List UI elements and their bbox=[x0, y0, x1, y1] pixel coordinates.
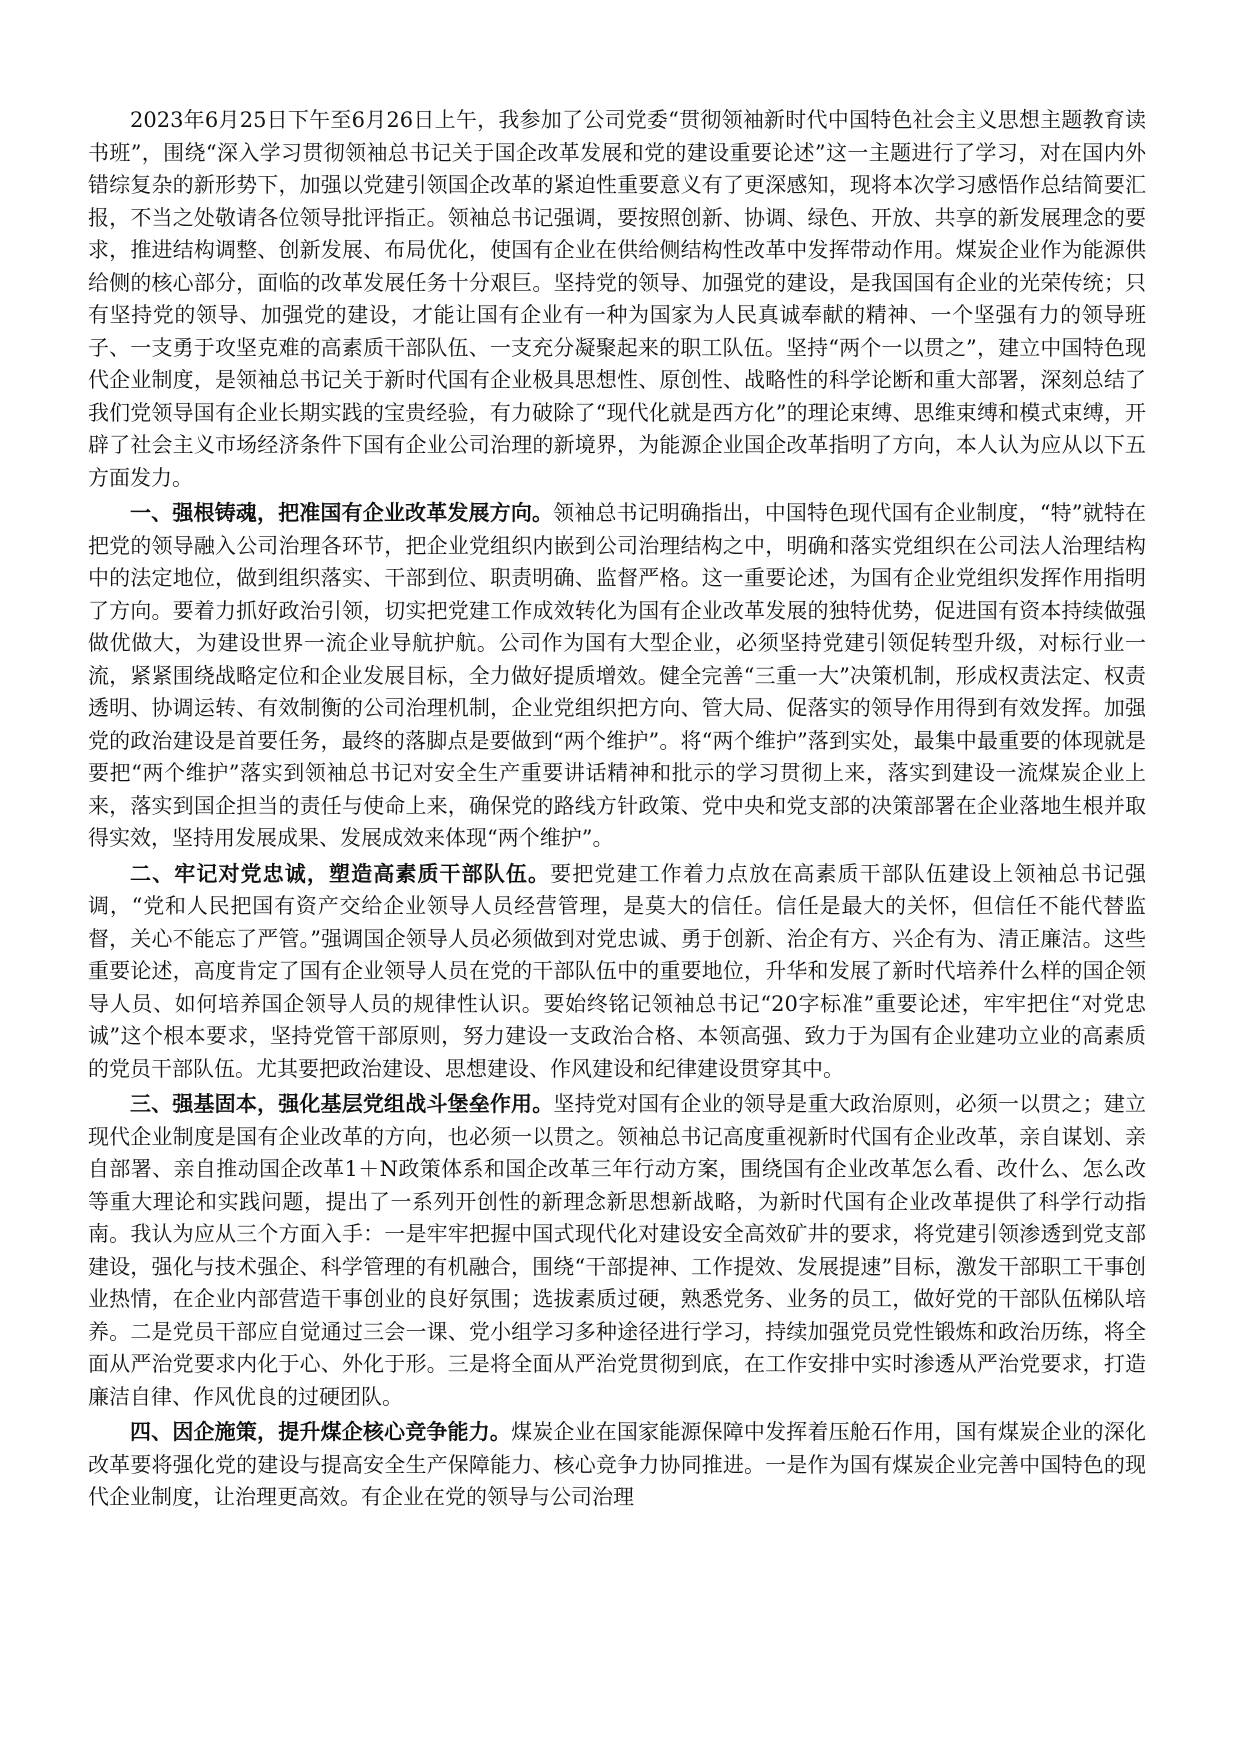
section-4-heading: 四、因企施策，提升煤企核心竞争能力。 bbox=[130, 1419, 512, 1444]
section-4-paragraph bbox=[88, 1416, 1146, 1514]
paragraph-text: 领袖总书记明确指出，中国特色现代国有企业制度，“特”就特在把党的领导融入公司治理各环节，把企业党组织内嵌到公司治理结构之中，明确和落实党组织在公司法人治理结构中的法定地位，做到组织落实、干部到位、职责明确、监督严格。这一重要论述，为国有企业党组织发挥作用指明了方向。要着力抓好政治引领，切实把党建工作成效转化为国有企业改革发展的独特优势，促进国有资本持续做强做优做大，为建设世界一流企业导航护航。公司作为国有大型企业，必须坚持党建引领促转型升级，对标行业一流，紧紧围绕战略定位和企业发展目标，全力做好提质增效。健全完善“三重一大”决策机制，形成权责法定、权责透明、协调运转、有效制衡的公司治理机制，企业党组织把方向、管大局、促落实的领导作用得到有效发挥。加强党的政治建设是首要任务，最终的落脚点是要做到“两个维护”。将“两个维护”落到实处，最集中最重要的体现就是要把“两个维护”落实到领袖总书记对安全生产重要讲话精神和批示的学习贯彻上来，落实到建设一流煤炭企业上来，落实到国企担当的责任与使命上来，确保党的路线方针政策、党中央和党支部的决策部署在企业落地生根并取得实效，坚持用发展成果、发展成效来体现“两个维护”。 bbox=[88, 501, 1146, 850]
paragraph-text: 要把党建工作着力点放在高素质干部队伍建设上领袖总书记强调，“党和人民把国有资产交给企业领导人员经营管理，是莫大的信任。信任是最大的关怀，但信任不能代替监督，关心不能忘了严管。”强调国企领导人员必须做到对党忠诚、勇于创新、治企有方、兴企有为、清正廉洁。这些重要论述，高度肯定了国有企业领导人员在党的干部队伍中的重要地位，升华和发展了新时代培养什么样的国企领导人员、如何培养国企领导人员的规律性认识。要始终铭记领袖总书记“20字标准”重要论述，牢牢把住“对党忠诚”这个根本要求，坚持党管干部原则，努力建设一支政治合格、本领高强、致力于为国有企业建功立业的高素质的党员干部队伍。尤其要把政治建设、思想建设、作风建设和纪律建设贯穿其中。 bbox=[88, 861, 1146, 1081]
section-2-heading: 二、牢记对党忠诚，塑造高素质干部队伍。 bbox=[130, 860, 551, 886]
document-page bbox=[88, 104, 1146, 1514]
section-1-heading: 一、强根铸魂，把准国有企业改革发展方向。 bbox=[130, 500, 554, 525]
section-3-paragraph bbox=[88, 1088, 1146, 1413]
paragraph-text: 煤炭企业在国家能源保障中发挥着压舱石作用，国有煤炭企业的深化改革要将强化党的建设与提高安全生产保障能力、核心竞争力协同推进。一是作为国有煤炭企业完善中国特色的现代企业制度，让治理更高效。有企业在党的领导与公司治理 bbox=[88, 1420, 1146, 1509]
paragraph-text: 2023年6月25日下午至6月26日上午，我参加了公司党委“贯彻领袖新时代中国特色社会主义思想主题教育读书班”，围绕“深入学习贯彻领袖总书记关于国企改革发展和党的建设重要论述”这一主题进行了学习，对在国内外错综复杂的新形势下，加强以党建引领国企改革的紧迫性重要意义有了更深感知，现将本次学习感悟作总结简要汇报，不当之处敬请各位领导批评指正。领袖总书记强调，要按照创新、协调、绿色、开放、共享的新发展理念的要求，推进结构调整、创新发展、布局优化，使国有企业在供给侧结构性改革中发挥带动作用。煤炭企业作为能源供给侧的核心部分，面临的改革发展任务十分艰巨。坚持党的领导、加强党的建设，是我国国有企业的光荣传统；只有坚持党的领导、加强党的建设，才能让国有企业有一种为国家为人民真诚奉献的精神、一个坚强有力的领导班子、一支勇于攻坚克难的高素质干部队伍、一支充分凝聚起来的职工队伍。坚持“两个一以贯之”，建立中国特色现代企业制度，是领袖总书记关于新时代国有企业极具思想性、原创性、战略性的科学论断和重大部署，深刻总结了我们党领导国有企业长期实践的宝贵经验，有力破除了“现代化就是西方化”的理论束缚、思维束缚和模式束缚，开辟了社会主义市场经济条件下国有企业公司治理的新境界，为能源企业国企改革指明了方向，本人认为应从以下五方面发力。 bbox=[88, 108, 1146, 490]
section-1-paragraph bbox=[88, 497, 1146, 855]
intro-paragraph bbox=[88, 104, 1146, 494]
section-2-paragraph bbox=[88, 858, 1146, 1086]
paragraph-text: 坚持党对国有企业的领导是重大政治原则，必须一以贯之；建立现代企业制度是国有企业改革的方向，也必须一以贯之。领袖总书记高度重视新时代国有企业改革，亲自谋划、亲自部署、亲自推动国企改革1＋N政策体系和国企改革三年行动方案，围绕国有企业改革怎么看、改什么、怎么改等重大理论和实践问题，提出了一系列开创性的新理念新思想新战略，为新时代国有企业改革提供了科学行动指南。我认为应从三个方面入手：一是牢牢把握中国式现代化对建设安全高效矿井的要求，将党建引领渗透到党支部建设，强化与技术强企、科学管理的有机融合，围绕“干部提神、工作提效、发展提速”目标，激发干部职工干事创业热情，在企业内部营造干事创业的良好氛围；选拔素质过硬，熟悉党务、业务的员工，做好党的干部队伍梯队培养。二是党员干部应自觉通过三会一课、党小组学习多种途径进行学习，持续加强党员党性锻炼和政治历练，将全面从严治党要求内化于心、外化于形。三是将全面从严治党贯彻到底，在工作安排中实时渗透从严治党要求，打造廉洁自律、作风优良的过硬团队。 bbox=[88, 1092, 1146, 1409]
section-3-heading: 三、强基固本，强化基层党组战斗堡垒作用。 bbox=[130, 1091, 554, 1116]
